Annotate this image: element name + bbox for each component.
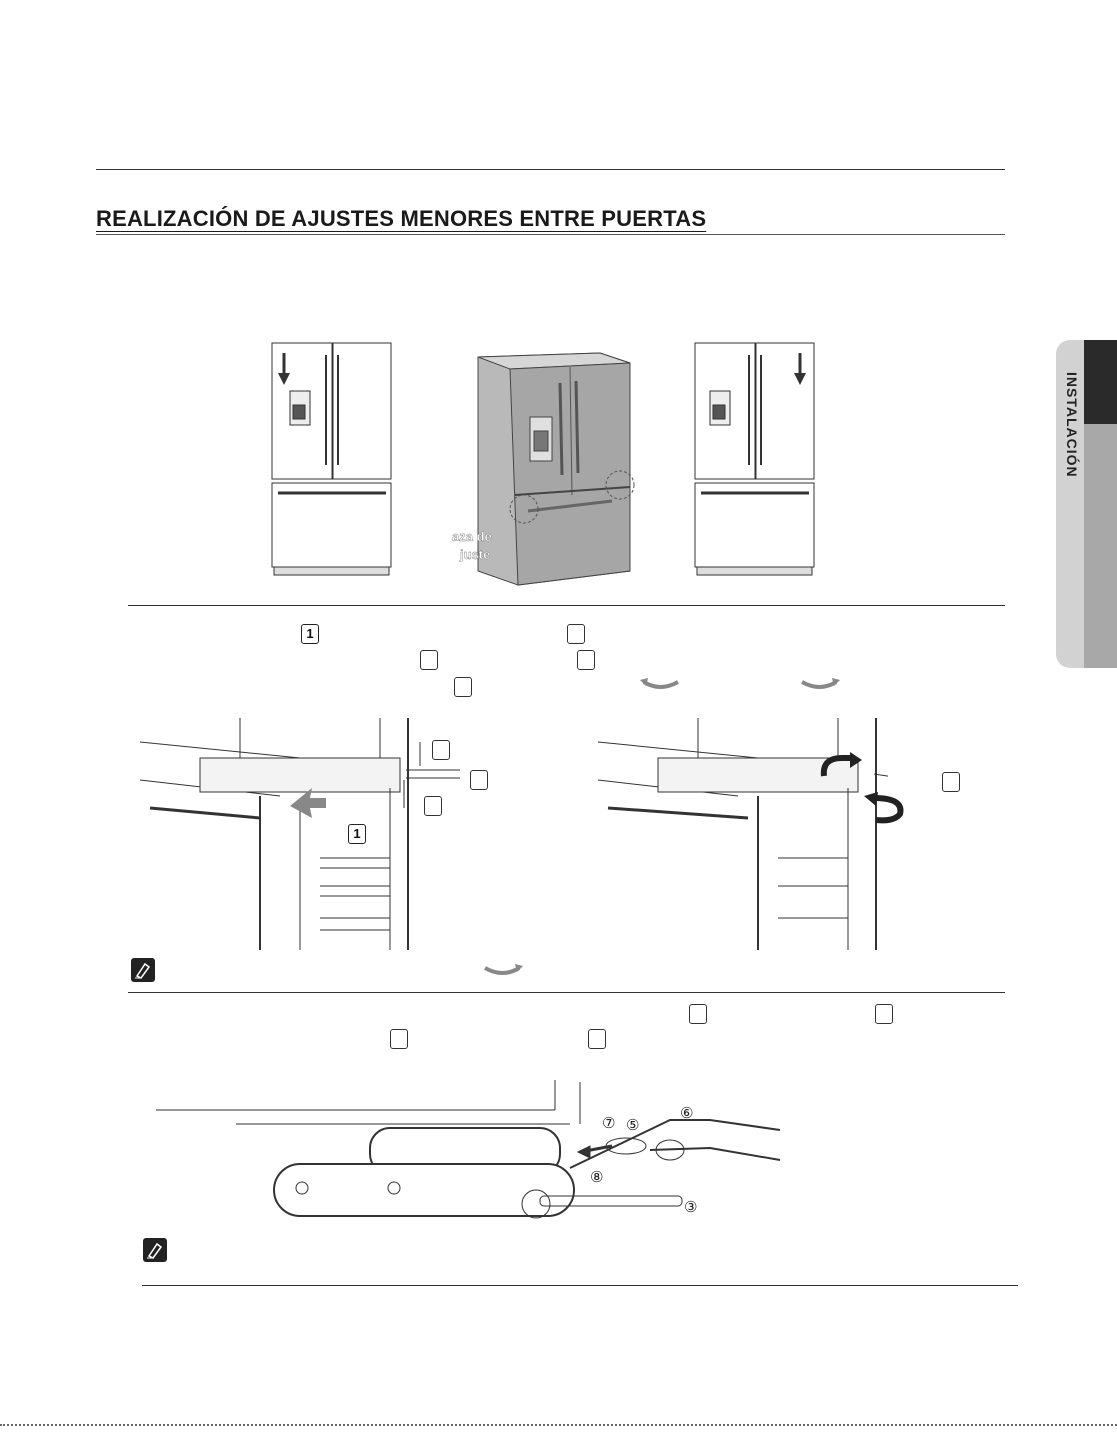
hinge-pliers-figure	[150, 1080, 800, 1230]
side-tab-label: INSTALACIÓN	[1064, 372, 1080, 478]
circled-number-7: ⑦	[602, 1114, 616, 1132]
top-divider	[96, 169, 1005, 170]
note-icon	[131, 958, 155, 982]
step1-number-box: 1	[301, 624, 319, 644]
curved-arrow-icon	[798, 676, 840, 694]
circled-number-8: ⑧	[590, 1168, 604, 1186]
rotate-arrow-icon	[864, 792, 908, 826]
ref-box	[588, 1029, 606, 1049]
ref-box	[424, 796, 442, 816]
fridge-center-perspective	[478, 353, 634, 585]
ref-box	[577, 650, 595, 670]
fridge-figures	[260, 335, 830, 595]
ref-box	[875, 1004, 893, 1024]
circled-number-5: ⑤	[626, 1116, 640, 1134]
rotate-arrow-icon	[818, 752, 862, 782]
curved-arrow-icon	[481, 962, 523, 980]
footer-strip	[0, 1424, 1117, 1429]
step2-divider	[128, 992, 1005, 993]
ref-box	[942, 772, 960, 792]
ref-box	[432, 740, 450, 760]
hinge-detail-left	[140, 718, 470, 950]
ref-box	[420, 650, 438, 670]
fridge-right-front-view	[695, 343, 814, 575]
ref-box	[390, 1029, 408, 1049]
curved-arrow-icon	[640, 676, 682, 694]
ref-box	[689, 1004, 707, 1024]
fridge-center-label-line2: juste	[460, 547, 491, 562]
step1-number-box: 1	[348, 824, 366, 844]
step1-divider	[128, 605, 1005, 606]
note-icon	[143, 1238, 167, 1262]
circled-number-3: ③	[684, 1198, 698, 1216]
title-underline	[96, 234, 1005, 235]
page-title: REALIZACIÓN DE AJUSTES MENORES ENTRE PUERTAS	[96, 206, 707, 231]
ref-box	[454, 677, 472, 697]
fridge-left-front-view	[272, 343, 391, 575]
circled-number-6: ⑥	[680, 1104, 694, 1122]
fridge-center-label-line1: aza de	[452, 529, 492, 544]
ref-box	[567, 624, 585, 644]
bottom-divider	[142, 1285, 1018, 1286]
ref-box	[470, 770, 488, 790]
side-tab-dark-block	[1084, 340, 1117, 424]
side-tab-grey-block	[1084, 424, 1117, 668]
